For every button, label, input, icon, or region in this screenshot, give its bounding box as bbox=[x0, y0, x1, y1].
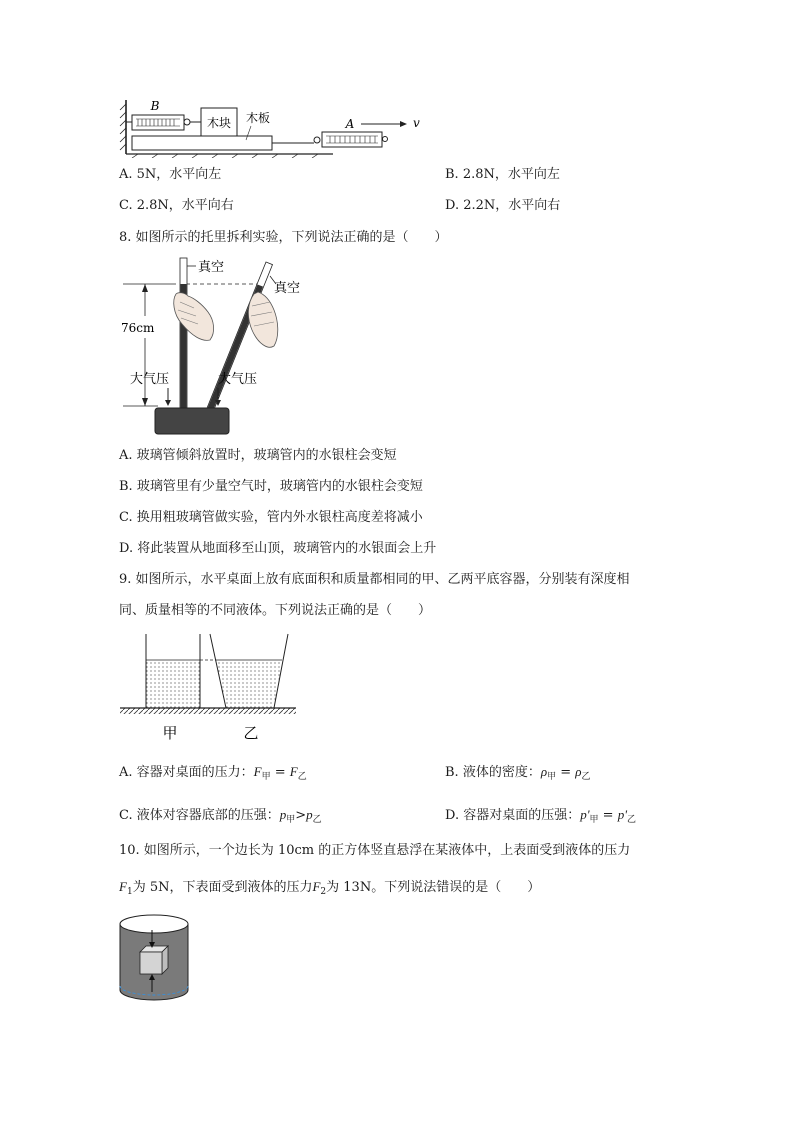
q9-option-d-op: = bbox=[598, 808, 618, 823]
q10-figure bbox=[116, 912, 192, 1004]
q9-option-b-sym2: ρ bbox=[575, 764, 582, 779]
q9-option-c-sym2: p bbox=[306, 807, 313, 822]
q7-option-b: B. 2.8N，水平向左 bbox=[445, 167, 560, 182]
q9-option-c-sym1: p bbox=[279, 807, 287, 822]
q8-atm-2: 大气压 bbox=[218, 372, 258, 387]
q9-option-d-sym1: p' bbox=[580, 807, 590, 822]
q9-option-d-sub1: 甲 bbox=[589, 815, 599, 825]
q9-option-a-prefix: A. 容器对桌面的压力： bbox=[119, 765, 254, 780]
q9-option-b-sub1: 甲 bbox=[547, 772, 557, 782]
q7-label-board: 木板 bbox=[245, 111, 271, 125]
q10-f2-subscript: 2 bbox=[320, 887, 327, 897]
q9-option-c-prefix: C. 液体对容器底部的压强： bbox=[119, 808, 280, 823]
q8-vacuum-1: 真空 bbox=[198, 260, 225, 275]
q9-option-d bbox=[445, 808, 636, 825]
q9-option-a-sub2: 乙 bbox=[297, 772, 307, 782]
q9-option-a-op: = bbox=[270, 765, 290, 780]
q8-atm-1: 大气压 bbox=[130, 372, 170, 387]
q9-option-c-sub2: 乙 bbox=[312, 815, 322, 825]
q10-f2-symbol: F bbox=[312, 879, 321, 894]
q9-label-yi: 乙 bbox=[243, 724, 259, 742]
q9-option-b-prefix: B. 液体的密度： bbox=[445, 765, 541, 780]
q8-option-c: C. 换用粗玻璃管做实验，管内外水银柱高度差将减小 bbox=[119, 510, 423, 525]
q9-option-d-sub2: 乙 bbox=[626, 815, 636, 825]
q8-stem: 8. 如图所示的托里拆利实验，下列说法正确的是（ ） bbox=[119, 230, 448, 245]
q7-option-c: C. 2.8N，水平向右 bbox=[119, 198, 234, 213]
q7-label-b: B bbox=[150, 99, 160, 113]
q9-option-c-sub1: 甲 bbox=[286, 815, 296, 825]
q9-option-b bbox=[445, 765, 591, 782]
q10-f1-symbol: F bbox=[119, 879, 127, 894]
q7-figure bbox=[118, 96, 428, 158]
q9-option-a bbox=[119, 765, 307, 782]
q9-option-a-sym1: F bbox=[253, 764, 262, 779]
q9-stem-line1: 9. 如图所示，水平桌面上放有底面积和质量都相同的甲、乙两平底容器，分别装有深度相 bbox=[119, 572, 630, 587]
q7-option-a: A. 5N，水平向左 bbox=[119, 167, 222, 182]
q9-option-d-prefix: D. 容器对桌面的压强： bbox=[445, 808, 581, 823]
q10-stem-line2 bbox=[119, 880, 540, 897]
q7-label-a: A bbox=[345, 117, 355, 131]
q10-stem-line2-b: 为 13N。下列说法错误的是（ ） bbox=[326, 880, 541, 895]
q8-figure bbox=[118, 254, 318, 439]
q8-option-b: B. 玻璃管里有少量空气时，玻璃管内的水银柱会变短 bbox=[119, 479, 423, 494]
q9-option-a-sub1: 甲 bbox=[261, 772, 271, 782]
q9-stem-line2: 同、质量相等的不同液体。下列说法正确的是（ ） bbox=[119, 603, 432, 618]
q10-stem-line1: 10. 如图所示，一个边长为 10cm 的正方体竖直悬浮在某液体中，上表面受到液体的压力 bbox=[119, 843, 631, 858]
q7-label-v: v bbox=[413, 116, 420, 130]
q9-figure bbox=[118, 630, 300, 745]
q9-option-b-sym1: ρ bbox=[540, 764, 548, 779]
q9-option-d-sym2: p' bbox=[617, 807, 627, 822]
q9-option-c bbox=[119, 808, 322, 825]
q9-option-a-sym2: F bbox=[289, 764, 298, 779]
q9-option-c-op: > bbox=[295, 808, 307, 823]
q10-stem-line2-a: 为 5N，下表面受到液体的压力 bbox=[132, 880, 313, 895]
q7-label-block: 木块 bbox=[206, 116, 232, 130]
q8-height-label: 76cm bbox=[121, 321, 155, 335]
q8-option-d: D. 将此装置从地面移至山顶，玻璃管内的水银面会上升 bbox=[119, 541, 437, 556]
q9-option-b-sub2: 乙 bbox=[581, 772, 591, 782]
q9-option-b-op: = bbox=[556, 765, 576, 780]
q8-option-a: A. 玻璃管倾斜放置时，玻璃管内的水银柱会变短 bbox=[119, 448, 397, 463]
q7-option-d: D. 2.2N，水平向右 bbox=[445, 198, 561, 213]
q8-vacuum-2: 真空 bbox=[274, 281, 301, 296]
q9-label-jia: 甲 bbox=[162, 724, 178, 742]
q10-f1-subscript: 1 bbox=[126, 887, 133, 897]
